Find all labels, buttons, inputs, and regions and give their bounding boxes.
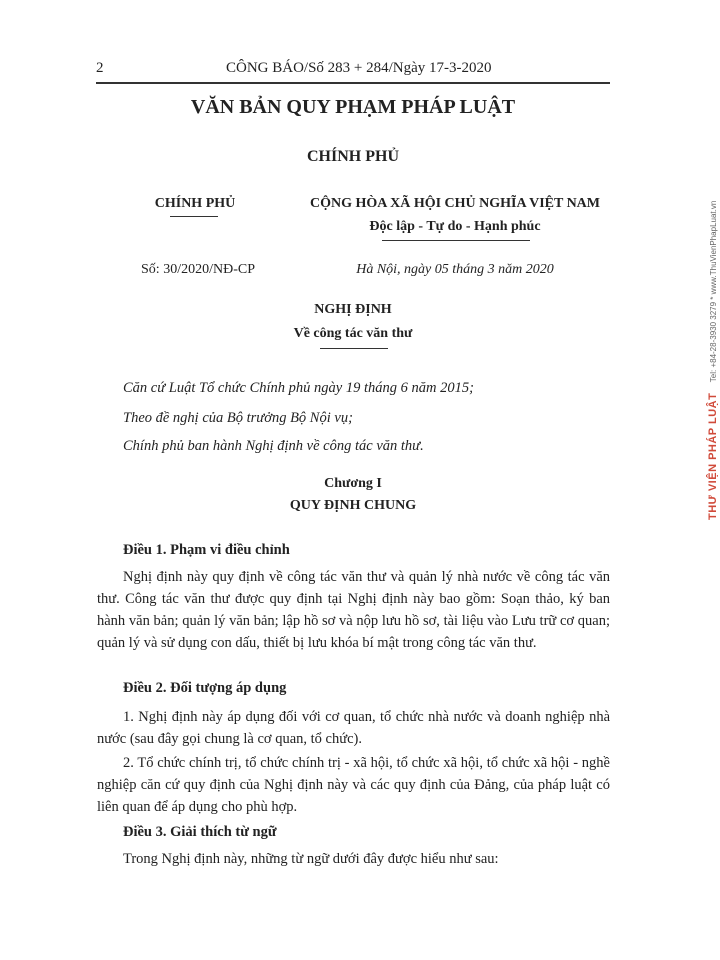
government-title: CHÍNH PHỦ [307,148,399,165]
watermark-contact: Tel: +84-28-3930 3279 * www.ThuVienPhapLuat.vn [709,200,718,383]
issuer-underline [170,216,218,217]
article-paragraph: 1. Nghị định này áp dụng đối với cơ quan, tổ chức nhà nước và doanh nghiệp nhà nước (sau đây gọi chung là cơ quan, tổ chức). [97,709,610,747]
decree-subject: Về công tác văn thư [293,326,413,341]
section-title: VĂN BẢN QUY PHẠM PHÁP LUẬT [190,96,516,118]
header-gazette-info: CÔNG BÁO/Số 283 + 284/Ngày 17-3-2020 [226,60,492,76]
article-heading: Điều 3. Giải thích từ ngữ [123,824,277,840]
article-paragraph: 2. Tổ chức chính trị, tổ chức chính trị - xã hội, tổ chức xã hội, tổ chức xã hội - nghề nghiệp căn cứ quy định của Nghị định này và các quy định của Đảng, của pháp luật có liên quan để áp dụng cho phù hợp. [97,755,610,815]
subject-underline [320,348,388,349]
place-date: Hà Nội, ngày 05 tháng 3 năm 2020 [356,262,554,277]
chapter-name: QUY ĐỊNH CHUNG [289,498,417,513]
article-heading: Điều 1. Phạm vi điều chỉnh [123,542,290,558]
basis-line: Theo đề nghị của Bộ trưởng Bộ Nội vụ; [123,410,353,426]
watermark-brand: THƯ VIỆN PHÁP LUẬT [707,392,719,520]
basis-line: Chính phủ ban hành Nghị định về công tác văn thư. [123,438,424,454]
article-heading: Điều 2. Đối tượng áp dụng [123,680,287,696]
article-paragraph: Nghị định này quy định về công tác văn thư và quản lý nhà nước về công tác văn thư. Công tác văn thư được quy định tại Nghị định này bao gồm: Soạn thảo, ký ban hành văn bản; quản lý văn bản; lập hồ sơ và nộp lưu hồ sơ, tài liệu vào Lưu trữ cơ quan; quản lý và sử dụng con dấu, thiết bị lưu khóa bí mật trong công tác văn thư. [97,569,610,651]
motto-underline [382,240,530,241]
decree-title: NGHỊ ĐỊNH [314,302,392,317]
basis-line: Căn cứ Luật Tổ chức Chính phủ ngày 19 tháng 6 năm 2015; [123,380,474,396]
issuer-name: CHÍNH PHỦ [154,196,236,211]
document-number: Số: 30/2020/NĐ-CP [141,262,255,277]
chapter-number: Chương I [324,476,382,491]
national-motto: Độc lập - Tự do - Hạnh phúc [369,219,541,234]
national-name: CỘNG HÒA XÃ HỘI CHỦ NGHĨA VIỆT NAM [309,196,600,211]
watermark [703,201,720,520]
header-rule [96,82,610,84]
article-paragraph: Trong Nghị định này, những từ ngữ dưới đây được hiểu như sau: [123,851,499,867]
header-page-number: 2 [96,60,104,76]
